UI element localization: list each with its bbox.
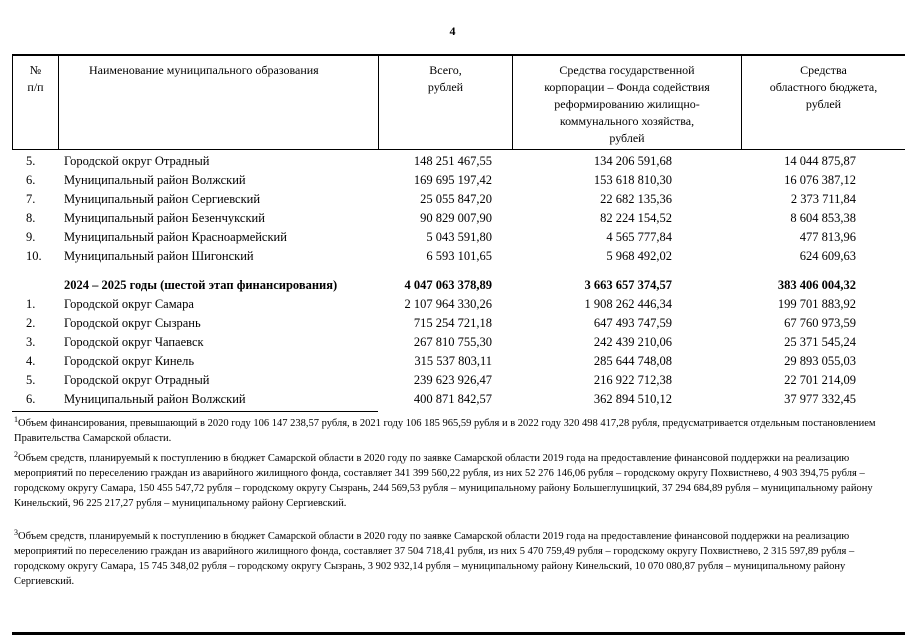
row-fund: 1 908 262 446,34 <box>584 297 672 311</box>
row-municipality: Муниципальный район Безенчукский <box>64 211 265 225</box>
table-row <box>0 209 905 228</box>
row-municipality: Муниципальный район Волжский <box>64 173 246 187</box>
row-municipality: Городской округ Чапаевск <box>64 335 204 349</box>
page-bottom-rule <box>12 632 905 635</box>
table-row <box>0 352 905 371</box>
row-regional-budget: 37 977 332,45 <box>784 392 856 406</box>
row-fund: 362 894 510,12 <box>593 392 672 406</box>
footnote-text: Объем финансирования, превышающий в 2020 году 106 147 238,57 рубля, в 2021 году 106 185 965,59 рубля и в 2022 году 320 498 417,28 рубля, предусматривается отдельным постановлением Правительства Самарской области. <box>14 418 876 444</box>
row-municipality: 2024 – 2025 годы (шестой этап финансирования) <box>64 278 338 292</box>
row-number: 1. <box>26 297 36 311</box>
row-fund: 5 968 492,02 <box>606 249 672 263</box>
row-total: 239 623 926,47 <box>413 373 492 387</box>
row-municipality: Городской округ Сызрань <box>64 316 201 330</box>
row-total: 2 107 964 330,26 <box>404 297 492 311</box>
table-row <box>0 171 905 190</box>
footnote-text: Объем средств, планируемый к поступлению в бюджет Самарской области в 2020 году по заявке Самарской области 2019 года на предоставление финансовой поддержки на реализацию мероприятий по переселению граждан из аварийного жилищного фонда, составляет 37 504 718,41 рубля, из них 5 470 759,49 рубля – городскому округу Похвистнево, 2 315 597,89 рубля – городскому округу Самара, 15 745 348,02 рубля – городскому округу Сызрань, 3 902 932,14 рубля – муниципальному району Кинельский, 10 070 080,87 рубля – муниципальному району Сергиевский. <box>14 531 855 587</box>
footnote-2 <box>14 451 889 511</box>
row-fund: 242 439 210,06 <box>593 335 672 349</box>
header-number <box>12 56 58 150</box>
row-total: 25 055 847,20 <box>420 192 492 206</box>
row-total: 267 810 755,30 <box>413 335 492 349</box>
row-number: 7. <box>26 192 36 206</box>
row-total: 5 043 591,80 <box>426 230 492 244</box>
footnote-mark: 3 <box>14 528 18 537</box>
header-municipality: Наименование муниципального образования <box>58 56 378 150</box>
row-total: 90 829 007,90 <box>420 211 492 225</box>
row-fund: 647 493 747,59 <box>593 316 672 330</box>
row-municipality: Городской округ Отрадный <box>64 373 210 387</box>
row-regional-budget: 14 044 875,87 <box>784 154 856 168</box>
row-municipality: Муниципальный район Сергиевский <box>64 192 261 206</box>
table-row <box>0 247 905 266</box>
row-regional-budget: 67 760 973,59 <box>784 316 856 330</box>
row-fund: 82 224 154,52 <box>600 211 672 225</box>
row-regional-budget: 624 609,63 <box>799 249 856 263</box>
table-row <box>0 295 905 314</box>
row-number: 4. <box>26 354 36 368</box>
row-municipality: Муниципальный район Красноармейский <box>64 230 287 244</box>
row-municipality: Городской округ Отрадный <box>64 154 210 168</box>
row-fund: 216 922 712,38 <box>593 373 672 387</box>
footnote-mark: 2 <box>14 450 18 459</box>
table-row <box>0 190 905 209</box>
row-regional-budget: 25 371 545,24 <box>784 335 856 349</box>
row-municipality: Городской округ Кинель <box>64 354 195 368</box>
row-total: 715 254 721,18 <box>413 316 492 330</box>
row-number: 3. <box>26 335 36 349</box>
row-regional-budget: 29 893 055,03 <box>784 354 856 368</box>
row-number: 5. <box>26 154 36 168</box>
row-fund: 3 663 657 374,57 <box>584 278 672 292</box>
row-regional-budget: 22 701 214,09 <box>784 373 856 387</box>
table-section-row <box>0 276 905 295</box>
row-fund: 134 206 591,68 <box>593 154 672 168</box>
row-regional-budget: 477 813,96 <box>799 230 856 244</box>
header-number-label: № п/п <box>27 63 44 94</box>
row-regional-budget: 2 373 711,84 <box>790 192 856 206</box>
header-regional-budget: Средства областного бюджета, рублей <box>742 56 905 150</box>
row-regional-budget: 8 604 853,38 <box>790 211 856 225</box>
table-row <box>0 314 905 333</box>
row-fund: 285 644 748,08 <box>593 354 672 368</box>
row-total: 315 537 803,11 <box>414 354 492 368</box>
table-row <box>0 390 905 409</box>
row-total: 148 251 467,55 <box>413 154 492 168</box>
row-total: 6 593 101,65 <box>426 249 492 263</box>
row-number: 5. <box>26 373 36 387</box>
page-number: 4 <box>449 24 456 38</box>
row-municipality: Муниципальный район Волжский <box>64 392 246 406</box>
row-total: 4 047 063 378,89 <box>404 278 492 292</box>
row-number: 9. <box>26 230 36 244</box>
row-regional-budget: 199 701 883,92 <box>777 297 856 311</box>
row-regional-budget: 16 076 387,12 <box>784 173 856 187</box>
row-fund: 4 565 777,84 <box>606 230 672 244</box>
row-number: 6. <box>26 173 36 187</box>
footnote-3 <box>14 529 889 589</box>
row-fund: 22 682 135,36 <box>600 192 672 206</box>
header-total: Всего, рублей <box>378 56 512 150</box>
footnote-1 <box>14 416 889 446</box>
footnote-mark: 1 <box>14 415 18 424</box>
footnote-text: Объем средств, планируемый к поступлению в бюджет Самарской области в 2020 году по заявке Самарской области 2019 года на предоставление финансовой поддержки на реализацию мероприятий по переселению граждан из аварийного жилищного фонда, составляет 341 399 560,22 рубля, из них 52 276 146,06 рубля – городскому округу Похвистнево, 4 903 394,75 рубля – городскому округу Самара, 150 455 547,72 рубля – городскому округу Сызрань, 244 569,53 рубля – муниципальному району Большеглушицкий, 37 294 684,89 рубля – муниципальному району Кинельский, 96 225 217,27 рубля – муниципальному району Сергиевский. <box>14 453 873 509</box>
table-row <box>0 333 905 352</box>
row-municipality: Муниципальный район Шигонский <box>64 249 254 263</box>
row-municipality: Городской округ Самара <box>64 297 194 311</box>
header-fund: Средства государственной корпорации – Фонда содействия реформированию жилищно- коммунального хозяйства, рублей <box>512 56 742 150</box>
row-total: 169 695 197,42 <box>413 173 492 187</box>
row-number: 10. <box>26 249 42 263</box>
row-number: 8. <box>26 211 36 225</box>
footnote-separator <box>12 411 378 412</box>
row-number: 2. <box>26 316 36 330</box>
row-total: 400 871 842,57 <box>413 392 492 406</box>
table-row <box>0 152 905 171</box>
row-regional-budget: 383 406 004,32 <box>777 278 856 292</box>
table-row <box>0 228 905 247</box>
row-number: 6. <box>26 392 36 406</box>
table-row <box>0 371 905 390</box>
row-fund: 153 618 810,30 <box>593 173 672 187</box>
